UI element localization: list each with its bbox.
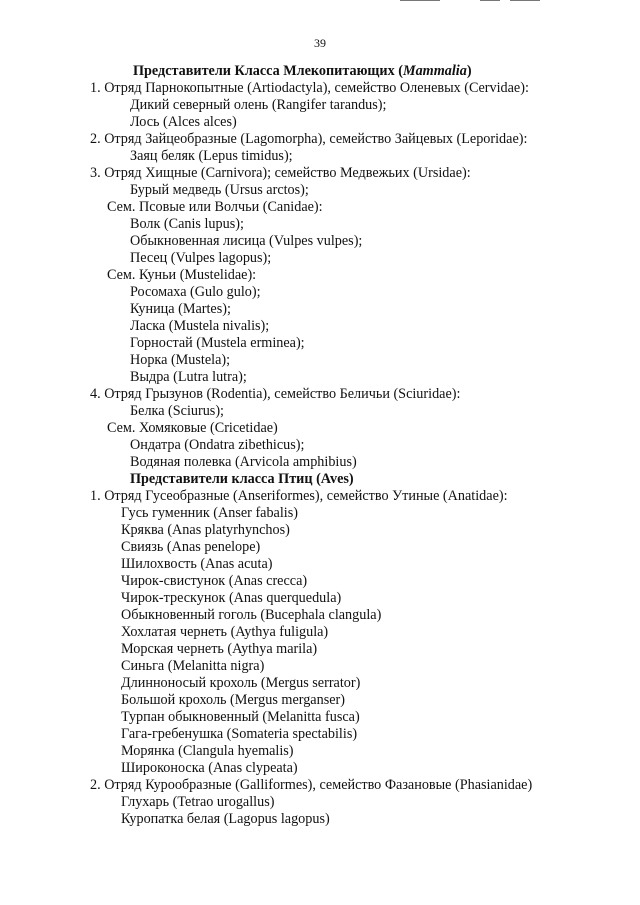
list-item: Волк (Canis lupus); bbox=[130, 216, 244, 232]
list-item: Синьга (Melanitta nigra) bbox=[121, 658, 265, 674]
list-item: Кряква (Anas platyrhynchos) bbox=[121, 522, 290, 538]
list-item: Широконоска (Anas clypeata) bbox=[121, 760, 298, 776]
birds-heading: Представители класса Птиц (Aves) bbox=[130, 471, 354, 487]
list-item: Гага-гребенушка (Somateria spectabilis) bbox=[121, 726, 358, 742]
family-mustelidae: Сем. Куньи (Mustelidae): bbox=[107, 267, 257, 283]
list-item: Бурый медведь (Ursus arctos); bbox=[130, 182, 309, 198]
list-item: Белка (Sciurus); bbox=[130, 403, 224, 419]
list-item: Свиязь (Anas penelope) bbox=[121, 539, 261, 555]
list-item: Куропатка белая (Lagopus lagopus) bbox=[121, 811, 330, 827]
bird-order-1: 1. Отряд Гусеобразные (Anseriformes), семейство Утиные (Anatidae): bbox=[90, 488, 508, 504]
mammals-latin-name: Mammalia bbox=[402, 63, 467, 79]
scan-edge-mark bbox=[400, 0, 440, 1]
bird-order-2: 2. Отряд Курообразные (Galliformes), семейство Фазановые (Phasianidae) bbox=[90, 777, 533, 793]
list-item: Норка (Mustela); bbox=[130, 352, 231, 368]
list-item: Чирок-трескунок (Anas querquedula) bbox=[121, 590, 342, 606]
scan-edge-mark bbox=[480, 0, 500, 1]
page-number: 39 bbox=[314, 36, 326, 50]
list-item: Обыкновенная лисица (Vulpes vulpes); bbox=[130, 233, 363, 249]
list-item: Гусь гуменник (Anser fabalis) bbox=[121, 505, 298, 521]
list-item: Морянка (Clangula hyemalis) bbox=[121, 743, 294, 759]
list-item: Дикий северный олень (Rangifer tarandus); bbox=[130, 97, 387, 113]
list-item: Заяц беляк (Lepus timidus); bbox=[130, 148, 293, 164]
list-item: Росомаха (Gulo gulo); bbox=[130, 284, 261, 300]
family-canidae: Сем. Псовые или Волчьи (Canidae): bbox=[107, 199, 323, 215]
mammal-order-2: 2. Отряд Зайцеобразные (Lagomorpha), семейство Зайцевых (Leporidae): bbox=[90, 131, 528, 147]
list-item: Лось (Alces alces) bbox=[130, 114, 237, 130]
mammal-order-4: 4. Отряд Грызунов (Rodentia), семейство Беличьи (Sciuridae): bbox=[90, 386, 461, 402]
list-item: Обыкновенный гоголь (Bucephala clangula) bbox=[121, 607, 382, 623]
scan-edge-mark bbox=[510, 0, 540, 1]
list-item: Турпан обыкновенный (Melanitta fusca) bbox=[121, 709, 360, 725]
list-item: Шилохвость (Anas acuta) bbox=[121, 556, 273, 572]
list-item: Длинноносый крохоль (Mergus serrator) bbox=[121, 675, 361, 691]
mammals-heading: Представители Класса Млекопитающих (Mammalia) bbox=[133, 63, 472, 79]
list-item: Ондатра (Ondatra zibethicus); bbox=[130, 437, 305, 453]
list-item: Песец (Vulpes lagopus); bbox=[130, 250, 272, 266]
list-item: Выдра (Lutra lutra); bbox=[130, 369, 247, 385]
mammal-order-1: 1. Отряд Парнокопытные (Artiodactyla), семейство Оленевых (Cervidae): bbox=[90, 80, 529, 96]
list-item: Водяная полевка (Arvicola amphibius) bbox=[130, 454, 357, 470]
list-item: Ласка (Mustela nivalis); bbox=[130, 318, 270, 334]
list-item: Хохлатая чернеть (Aythya fuligula) bbox=[121, 624, 329, 640]
list-item: Горностай (Mustela erminea); bbox=[130, 335, 305, 351]
list-item: Глухарь (Tetrao urogallus) bbox=[121, 794, 275, 810]
list-item: Чирок-свистунок (Anas crecca) bbox=[121, 573, 308, 589]
list-item: Куница (Martes); bbox=[130, 301, 231, 317]
list-item: Большой крохоль (Mergus merganser) bbox=[121, 692, 345, 708]
list-item: Морская чернеть (Aythya marila) bbox=[121, 641, 318, 657]
family-cricetidae: Сем. Хомяковые (Cricetidae) bbox=[107, 420, 278, 436]
mammal-order-3: 3. Отряд Хищные (Carnivora); семейство Медвежьих (Ursidae): bbox=[90, 165, 471, 181]
